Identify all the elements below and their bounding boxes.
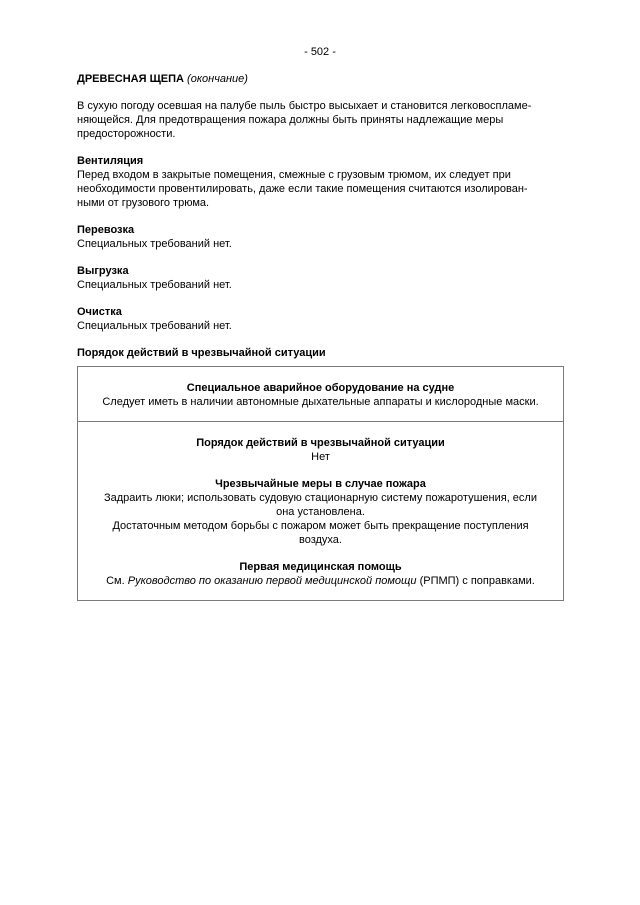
procedures-heading: Порядок действий в чрезвычайной ситуации — [196, 437, 445, 449]
equipment-text: Следует иметь в наличии автономные дыхательные аппараты и кислородные маски. — [102, 396, 539, 408]
procedures-cell — [78, 422, 563, 600]
intro-line: В сухую погоду осевшая на палубе пыль быстро высыхает и становится легковоспламе- — [77, 100, 532, 112]
title-main: ДРЕВЕСНАЯ ЩЕПА — [77, 73, 184, 85]
section-unloading — [77, 264, 564, 292]
procedures-block — [82, 436, 559, 464]
fire-heading: Чрезвычайные меры в случае пожара — [215, 478, 426, 490]
equipment-cell — [78, 367, 563, 422]
intro-paragraph — [77, 99, 564, 141]
section-cleaning — [77, 305, 564, 333]
first-aid-heading: Первая медицинская помощь — [239, 561, 402, 573]
emergency-heading: Порядок действий в чрезвычайной ситуации — [77, 347, 326, 359]
ventilation-line: необходимости провентилировать, даже если такие помещения считаются изолирован- — [77, 183, 528, 195]
intro-line: няющейся. Для предотвращения пожара должны быть приняты надлежащие меры — [77, 114, 504, 126]
section-heading-unloading: Выгрузка — [77, 265, 129, 277]
fire-block — [82, 477, 559, 547]
unloading-text: Специальных требований нет. — [77, 279, 232, 291]
first-aid-block — [82, 560, 559, 588]
ventilation-line: Перед входом в закрытые помещения, смежные с грузовым трюмом, их следует при — [77, 169, 511, 181]
intro-line: предосторожности. — [77, 128, 176, 140]
first-aid-suffix: (РПМП) с поправками. — [416, 575, 535, 587]
transport-text: Специальных требований нет. — [77, 238, 232, 250]
section-ventilation — [77, 154, 564, 210]
page-number: - 502 - — [304, 46, 336, 58]
document-body — [77, 72, 564, 601]
fire-line: Задраить люки; использовать судовую стационарную систему пожаротушения, если — [104, 492, 537, 504]
title-subtitle: (окончание) — [187, 73, 248, 85]
cleaning-text: Специальных требований нет. — [77, 320, 232, 332]
fire-line: Достаточным методом борьбы с пожаром может быть прекращение поступления — [112, 520, 529, 532]
section-transport — [77, 223, 564, 251]
fire-line: воздуха. — [299, 534, 342, 546]
ventilation-line: ными от грузового трюма. — [77, 197, 210, 209]
equipment-heading: Специальное аварийное оборудование на судне — [186, 382, 455, 394]
fire-line: она установлена. — [276, 506, 365, 518]
document-title — [77, 72, 564, 86]
section-heading-ventilation: Вентиляция — [77, 155, 144, 167]
procedures-text: Нет — [311, 451, 330, 463]
section-heading-transport: Перевозка — [77, 224, 135, 236]
first-aid-reference: Руководство по оказанию первой медицинской помощи — [127, 575, 417, 587]
first-aid-prefix: См. — [106, 575, 128, 587]
emergency-table — [77, 366, 564, 601]
section-heading-cleaning: Очистка — [77, 306, 122, 318]
first-aid-text — [82, 574, 559, 588]
